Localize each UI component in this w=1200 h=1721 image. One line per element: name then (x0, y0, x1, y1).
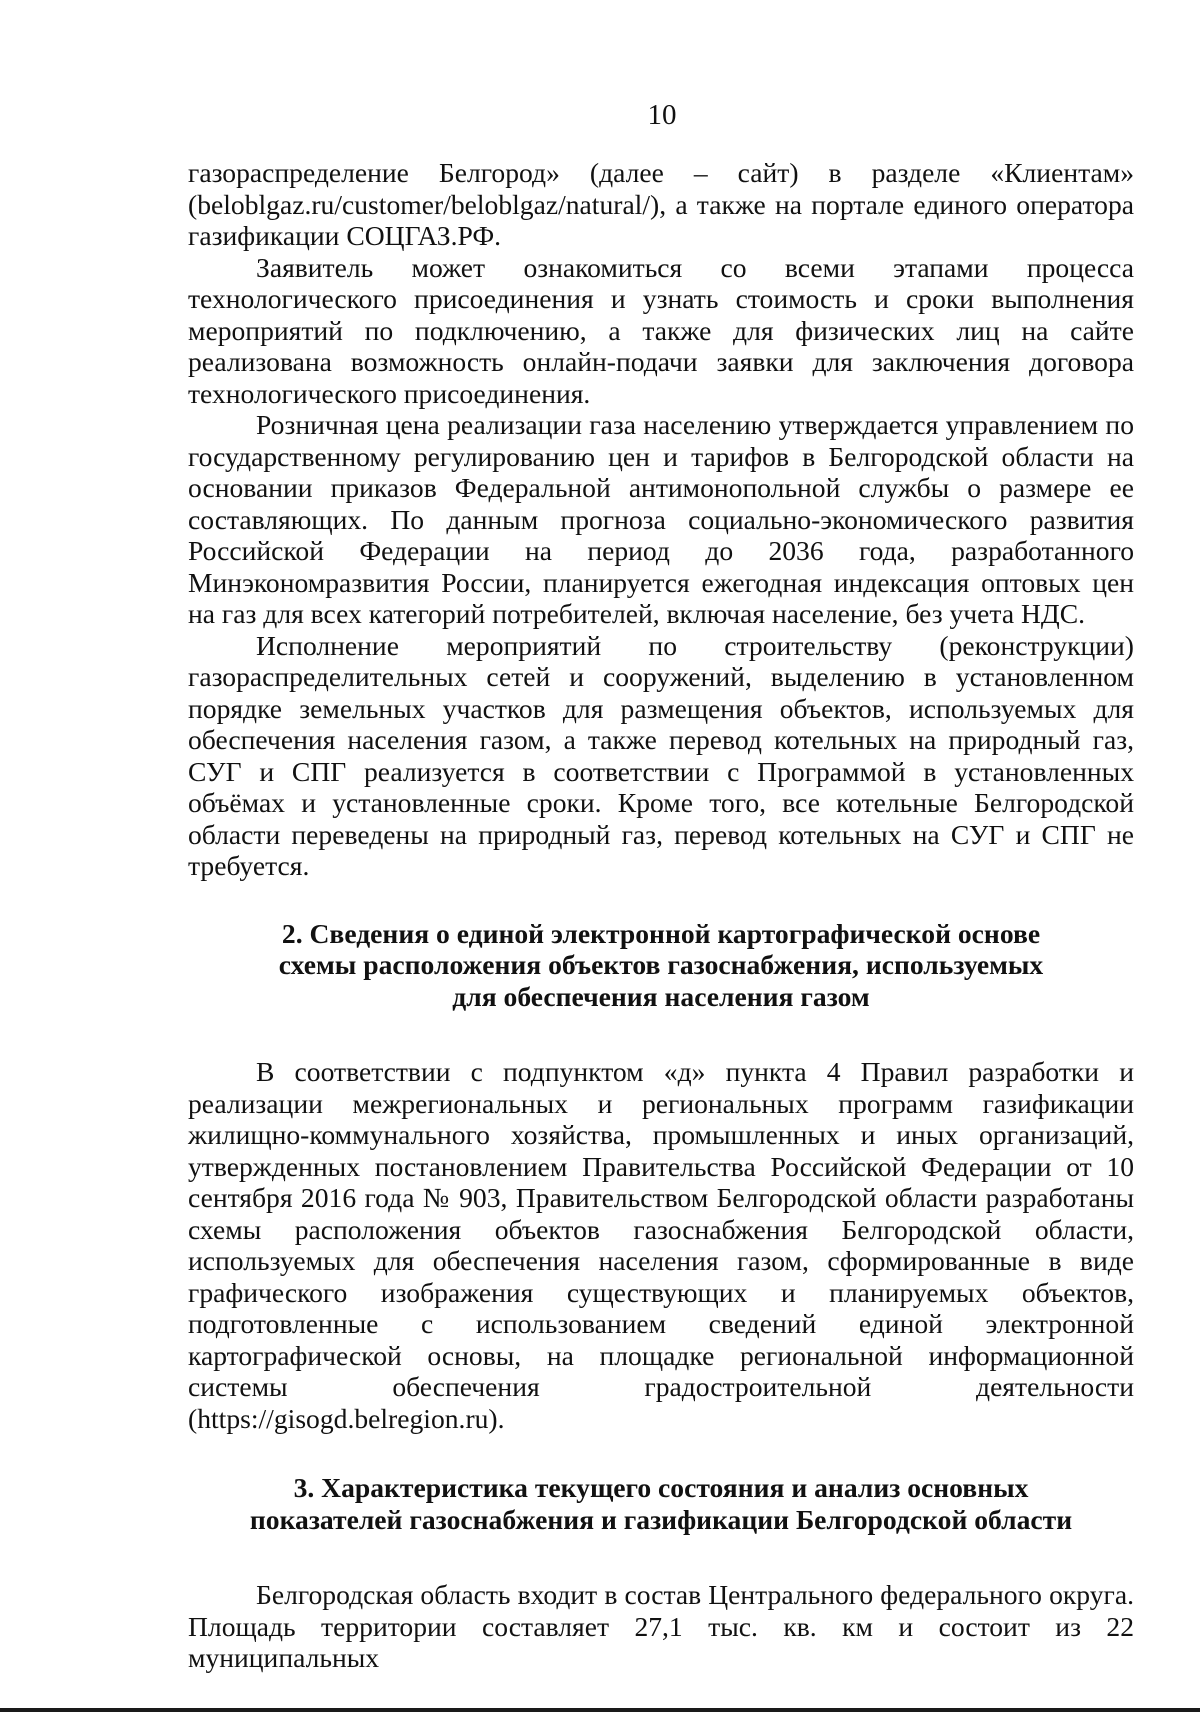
paragraph: газораспределение Белгород» (далее – сайт) в разделе «Клиентам» (beloblgaz.ru/customer/beloblgaz/natural/), а также на портале единого оператора газификации СОЦГАЗ.РФ. (188, 157, 1134, 251)
heading-line: 2. Сведения о единой электронной картографической основе (281, 917, 1041, 949)
section-3-paragraph: Белгородская область входит в состав Центрального федерального округа. Площадь территории составляет 27,1 тыс. кв. км и состоит из 22 муниципальных (188, 1579, 1134, 1673)
section-3-heading (188, 1472, 1134, 1535)
heading-line: схемы расположения объектов газоснабжения, используемых (278, 949, 1044, 980)
section-2-heading (188, 918, 1134, 1013)
heading-line: для обеспечения населения газом (452, 980, 870, 1012)
section-2-paragraph: В соответствии с подпунктом «д» пункта 4 Правил разработки и реализации межрегиональных и региональных программ газификации жилищно-коммунального хозяйства, промышленных и иных организаций, утвержденных постановлением Правительства Российской Федерации от 10 сентября 2016 года № 903, Правительством Белгородской области разработаны схемы расположения объектов газоснабжения Белгородской области, используемых для обеспечения населения газом, сформированные в виде графического изображения существующих и планируемых объектов, подготовленные с использованием сведений единой электронной картографической основы, на площадке региональной информационной системы обеспечения градостроительной деятельности (https://gisogd.belregion.ru). (188, 1056, 1134, 1434)
paragraph: Розничная цена реализации газа населению утверждается управлением по государственному регулированию цен и тарифов в Белгородской области на основании приказов Федеральной антимонопольной службы о размере ее составляющих. По данным прогноза социально-экономического развития Российской Федерации на период до 2036 года, разработанного Минэкономразвития России, планируется ежегодная индексация оптовых цен на газ для всех категорий потребителей, включая население, без учета НДС. (188, 409, 1134, 629)
page-bottom-rule (0, 1708, 1200, 1712)
heading-line: 3. Характеристика текущего состояния и анализ основных (293, 1472, 1029, 1503)
document-body (188, 157, 1134, 1674)
paragraph: Исполнение мероприятий по строительству (реконструкции) газораспределительных сетей и сооружений, выделению в установленном порядке земельных участков для размещения объектов, используемых для обеспечения населения газом, а также перевод котельных на природный газ, СУГ и СПГ реализуется в соответствии с Программой в установленных объёмах и установленные сроки. Кроме того, все котельные Белгородской области переведены на природный газ, перевод котельных на СУГ и СПГ не требуется. (188, 629, 1134, 881)
page-number: 10 (647, 99, 677, 131)
heading-line: показателей газоснабжения и газификации Белгородской области (249, 1503, 1073, 1535)
paragraph: Заявитель может ознакомиться со всеми этапами процесса технологического присоединения и узнать стоимость и сроки выполнения мероприятий по подключению, а также для физических лиц на сайте реализована возможность онлайн-подачи заявки для заключения договора технологического присоединения. (188, 251, 1134, 409)
